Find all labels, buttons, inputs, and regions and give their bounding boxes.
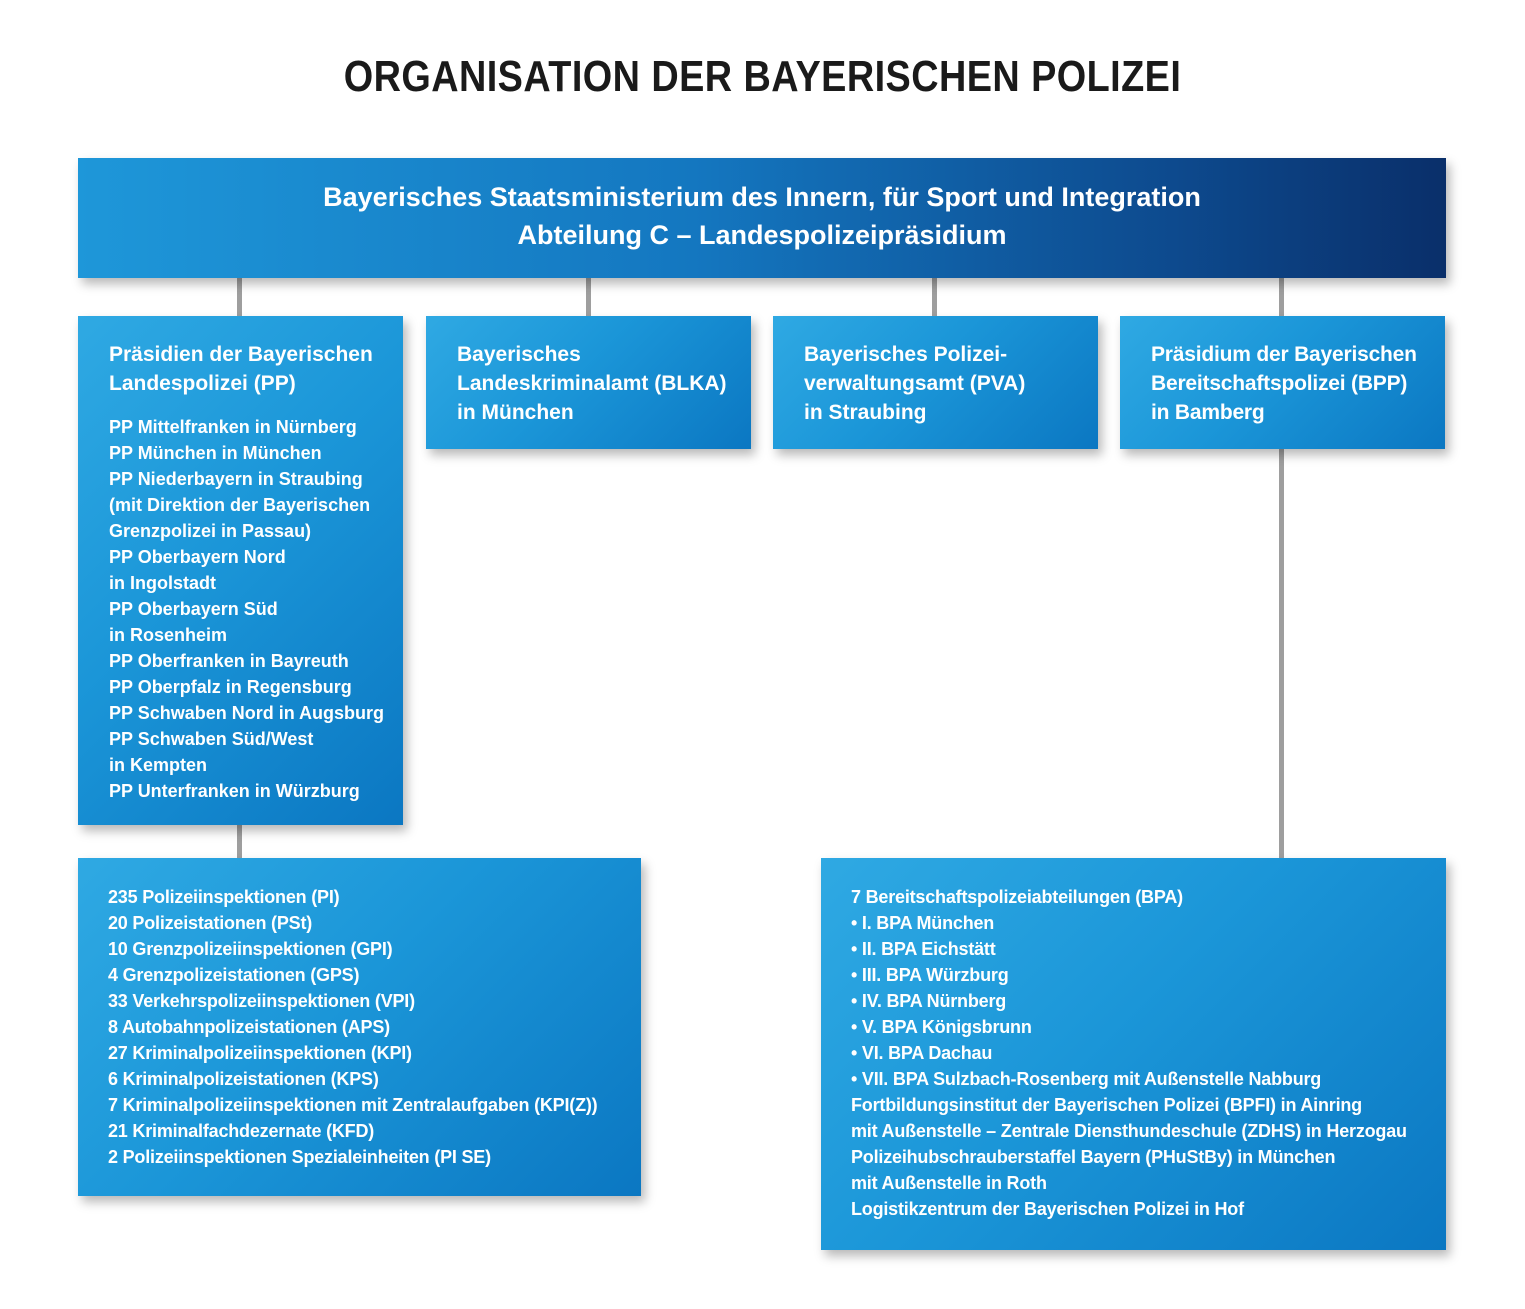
list-item: mit Außenstelle in Roth <box>851 1173 1047 1193</box>
pva-heading: Bayerisches Polizei- verwaltungsamt (PVA) in Straubing <box>804 343 1026 424</box>
list-item: PP Schwaben Nord in Augsburg <box>109 703 385 723</box>
list-item: PP Oberbayern Nord <box>109 547 286 567</box>
list-item: (mit Direktion der Bayerischen <box>109 495 371 515</box>
blka-box <box>426 316 751 449</box>
list-item: 6 Kriminalpolizeistationen (KPS) <box>108 1069 379 1089</box>
list-item: in Ingolstadt <box>109 573 216 593</box>
list-item: 2 Polizeiinspektionen Spezialeinheiten (PI SE) <box>108 1147 491 1167</box>
list-item: PP München in München <box>109 443 322 463</box>
list-item: Fortbildungsinstitut der Bayerischen Polizei (BPFI) in Ainring <box>851 1095 1362 1115</box>
connector-top-bpp <box>1279 278 1284 316</box>
bpp-heading: Präsidium der Bayerischen Bereitschaftspolizei (BPP) in Bamberg <box>1151 343 1417 424</box>
list-item: 10 Grenzpolizeiinspektionen (GPI) <box>108 939 393 959</box>
bpp-box <box>1120 316 1445 449</box>
list-item: mit Außenstelle – Zentrale Diensthundeschule (ZDHS) in Herzogau <box>851 1121 1407 1141</box>
list-item: • IV. BPA Nürnberg <box>851 991 1007 1011</box>
ministry-department: Abteilung C – Landespolizeipräsidium <box>517 220 1007 250</box>
list-item: • VI. BPA Dachau <box>851 1043 993 1063</box>
list-item: 8 Autobahnpolizeistationen (APS) <box>108 1017 390 1037</box>
list-item: PP Oberbayern Süd <box>109 599 278 619</box>
bpp-units-box <box>821 858 1446 1250</box>
list-item: • I. BPA München <box>851 913 995 933</box>
list-item: 4 Grenzpolizeistationen (GPS) <box>108 965 360 985</box>
pp-box <box>78 316 403 825</box>
pp-units-list <box>108 884 641 1170</box>
list-item: Polizeihubschrauberstaffel Bayern (PHuStBy) in München <box>851 1147 1336 1167</box>
list-item: 7 Bereitschaftspolizeiabteilungen (BPA) <box>851 887 1183 907</box>
list-item: Grenzpolizei in Passau) <box>109 521 312 541</box>
blka-heading: Bayerisches Landeskriminalamt (BLKA) in München <box>457 343 727 424</box>
list-item: PP Schwaben Süd/West <box>109 729 314 749</box>
connector-bpp-units <box>1279 449 1284 858</box>
connector-top-pp <box>237 278 242 316</box>
list-item: 7 Kriminalpolizeiinspektionen mit Zentralaufgaben (KPI(Z)) <box>108 1095 598 1115</box>
list-item: 21 Kriminalfachdezernate (KFD) <box>108 1121 375 1141</box>
pp-heading: Präsidien der Bayerischen Landespolizei (PP) <box>109 343 373 395</box>
pp-list <box>109 414 403 804</box>
list-item: in Rosenheim <box>109 625 228 645</box>
list-item: PP Oberpfalz in Regensburg <box>109 677 352 697</box>
list-item: 27 Kriminalpolizeiinspektionen (KPI) <box>108 1043 412 1063</box>
list-item: in Kempten <box>109 755 208 775</box>
list-item: 235 Polizeiinspektionen (PI) <box>108 887 340 907</box>
page-title: ORGANISATION DER BAYERISCHEN POLIZEI <box>343 52 1182 101</box>
connector-top-blka <box>586 278 591 316</box>
connector-top-pva <box>932 278 937 316</box>
list-item: Logistikzentrum der Bayerischen Polizei in Hof <box>851 1199 1244 1219</box>
bpp-units-list <box>851 884 1446 1222</box>
list-item: PP Niederbayern in Straubing <box>109 469 363 489</box>
list-item: • VII. BPA Sulzbach-Rosenberg mit Außenstelle Nabburg <box>851 1069 1322 1089</box>
pp-units-box <box>78 858 641 1196</box>
pva-box <box>773 316 1098 449</box>
list-item: 20 Polizeistationen (PSt) <box>108 913 313 933</box>
ministry-box <box>78 158 1446 278</box>
list-item: PP Unterfranken in Würzburg <box>109 781 360 801</box>
list-item: 33 Verkehrspolizeiinspektionen (VPI) <box>108 991 415 1011</box>
list-item: • III. BPA Würzburg <box>851 965 1009 985</box>
connector-pp-units <box>237 825 242 858</box>
list-item: PP Mittelfranken in Nürnberg <box>109 417 357 437</box>
list-item: • II. BPA Eichstätt <box>851 939 996 959</box>
list-item: • V. BPA Königsbrunn <box>851 1017 1032 1037</box>
list-item: PP Oberfranken in Bayreuth <box>109 651 349 671</box>
ministry-name: Bayerisches Staatsministerium des Innern, für Sport und Integration <box>323 182 1201 212</box>
